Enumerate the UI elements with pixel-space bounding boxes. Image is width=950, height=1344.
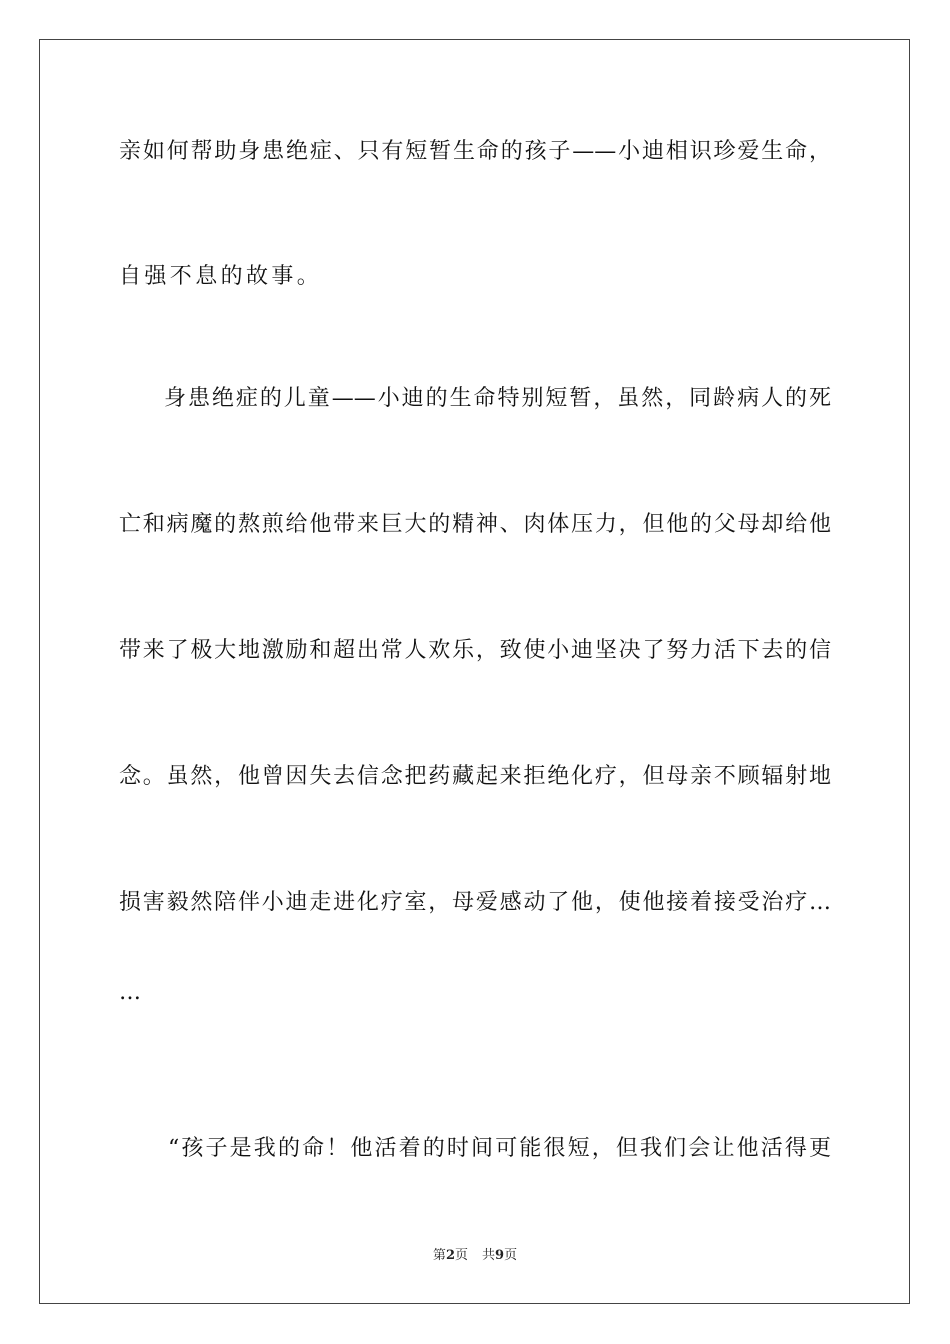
paragraph-line-3: 身患绝症的儿童——小迪的生命特别短暂，虽然，同龄病人的死: [164, 386, 831, 411]
page-suffix: 页: [454, 1248, 468, 1263]
page-total: 9: [495, 1248, 505, 1263]
page-prefix: 第: [432, 1248, 446, 1263]
total-suffix: 页: [504, 1248, 518, 1263]
page-footer: [0, 1247, 950, 1265]
total-prefix: 共: [482, 1248, 496, 1263]
page-current: 2: [445, 1248, 455, 1263]
paragraph-line-2: 自强不息的故事。: [119, 264, 323, 289]
page-border: [39, 39, 910, 1304]
paragraph-line-8: …: [119, 980, 145, 1005]
paragraph-line-1: 亲如何帮助身患绝症、只有短暂生命的孩子——小迪相识珍爱生命，: [119, 139, 831, 164]
paragraph-line-5: 带来了极大地激励和超出常人欢乐，致使小迪坚决了努力活下去的信: [119, 638, 831, 663]
paragraph-line-7: 损害毅然陪伴小迪走进化疗室，母爱感动了他，使他接着接受治疗…: [119, 890, 831, 915]
paragraph-line-6: 念。虽然，他曾因失去信念把药藏起来拒绝化疗，但母亲不顾辐射地: [119, 764, 831, 789]
paragraph-line-9: “孩子是我的命！他活着的时间可能很短，但我们会让他活得更: [168, 1136, 831, 1161]
paragraph-line-4: 亡和病魔的熬煎给他带来巨大的精神、肉体压力，但他的父母却给他: [119, 512, 831, 537]
